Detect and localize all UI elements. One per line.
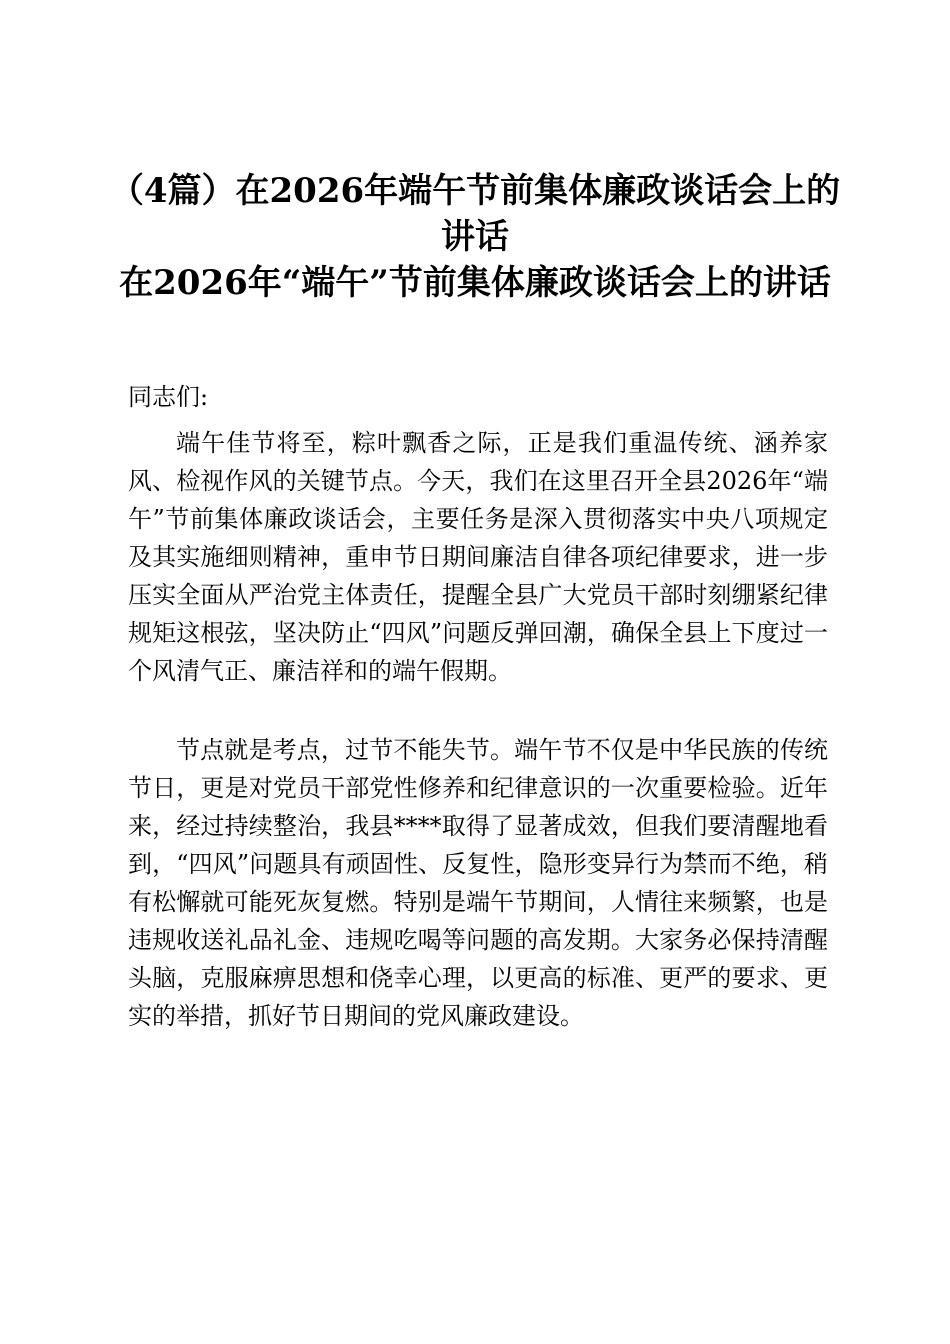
paragraph-1: 端午佳节将至，粽叶飘香之际，正是我们重温传统、涵养家风、检视作风的关键节点。今天，我们在这里召开全县2026年“端午”节前集体廉政谈话会，主要任务是深入贯彻落实中央八项规定及其实施细则精神，重申节日期间廉洁自律各项纪律要求，进一步压实全面从严治党主体责任，提醒全县广大党员干部时刻绷紧纪律规矩这根弦，坚决防止“四风”问题反弹回潮，确保全县上下度过一个风清气正、廉洁祥和的端午假期。	[128, 429, 828, 685]
salutation: 同志们:	[128, 383, 209, 411]
document-title: （4篇）在2026年端午节前集体廉政谈话会上的讲话	[109, 171, 841, 257]
paragraph-2: 节点就是考点，过节不能失节。端午节不仅是中华民族的传统节日，更是对党员干部党性修养和纪律意识的一次重要检验。近年来，经过持续整治，我县****取得了显著成效，但我们要清醒地看到，“四风”问题具有顽固性、反复性，隐形变异行为禁而不绝，稍有松懈就可能死灰复燃。特别是端午节期间，人情往来频繁，也是违规收送礼品礼金、违规吃喝等问题的高发期。大家务必保持清醒头脑，克服麻痹思想和侥幸心理，以更高的标准、更严的要求、更实的举措，抓好节日期间的党风廉政建设。	[128, 736, 828, 1030]
document-subtitle: 在2026年“端午”节前集体廉政谈话会上的讲话	[119, 263, 831, 303]
